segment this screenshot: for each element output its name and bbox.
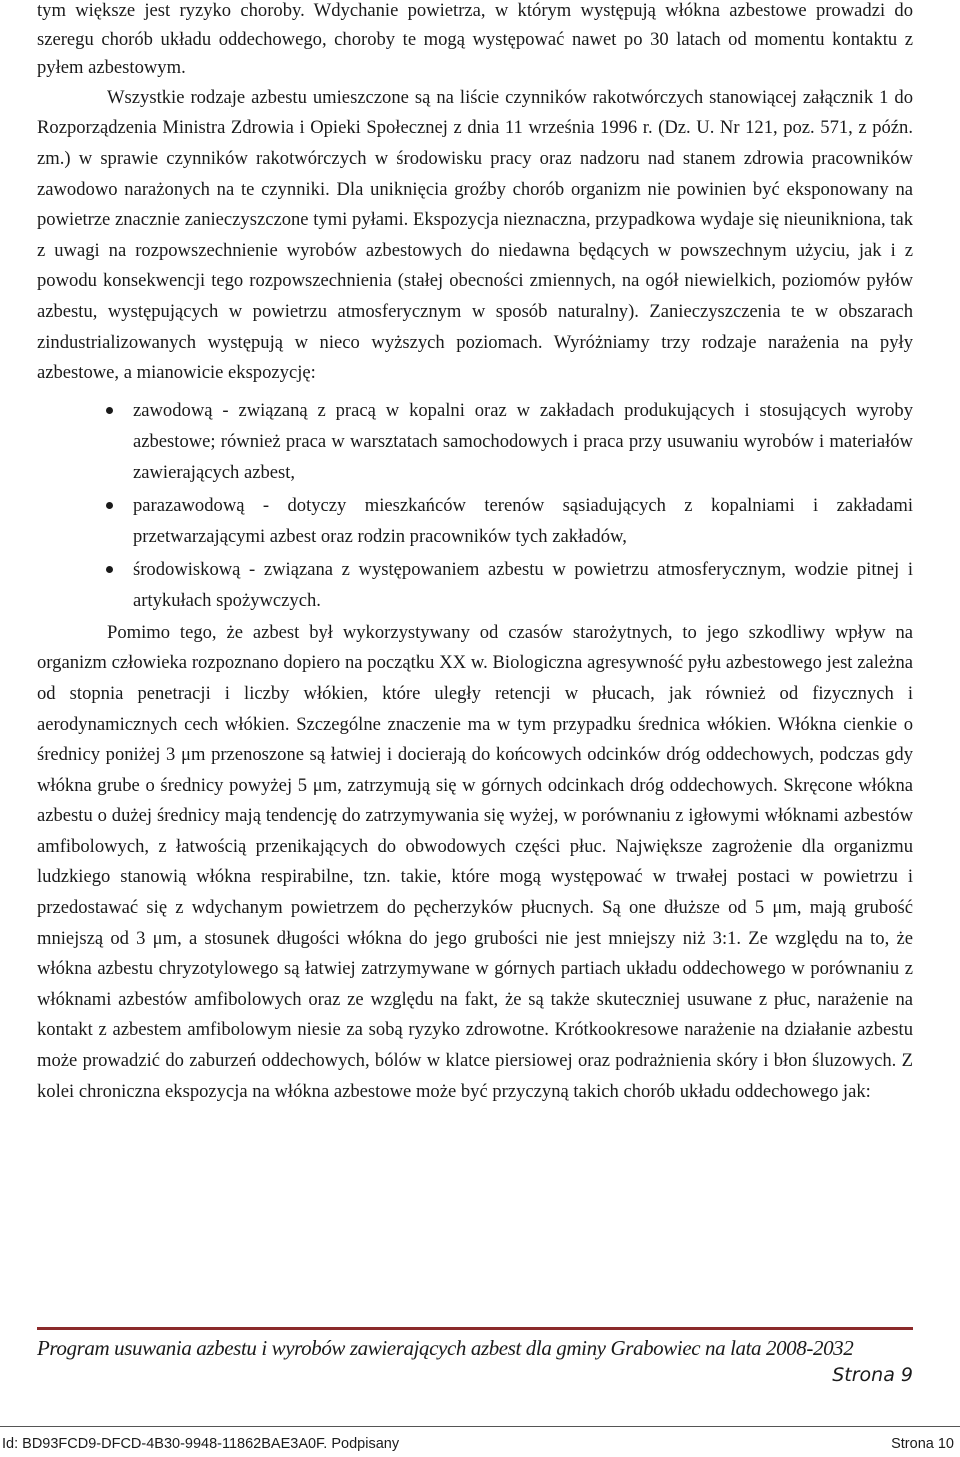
paragraph-intro: tym większe jest ryzyko choroby. Wdychanie powietrza, w którym występują włókna azbestowe prowadzi do szeregu chorób układu oddechowego, choroby te mogą występować nawet po 30 latach od momentu kontaktu z pyłem azbestowym. <box>37 0 913 79</box>
document-page <box>37 0 913 1107</box>
bullet-icon <box>106 566 113 573</box>
list-item-environmental <box>37 554 913 616</box>
bullet-icon <box>106 502 113 509</box>
paragraph-carcinogen-list: Wszystkie rodzaje azbestu umieszczone są na liście czynników rakotwórczych stanowiącej załącznik 1 do Rozporządzenia Ministra Zdrowia i Opieki Społecznej z dnia 11 września 1996 r. (Dz. U. Nr 121, poz. 571, z późn. zm.) w sprawie czynników rakotwórczych w środowisku pracy oraz nadzoru nad stanem zdrowia pracowników zawodowo narażonych na te czynniki. Dla uniknięcia groźby chorób organizm nie powinien być eksponowany na powietrze znacznie zanieczyszczone tymi pyłami. Ekspozycja nieznaczna, przypadkowa wydaje się nieunikniona, tak z uwagi na rozpowszechnienie wyrobów azbestowych do niedawna będących w powszechnym użyciu, jak i z powodu konsekwencji tego rozpowszechnienia (stałej obecności zmiennych, na ogół niewielkich, poziomów pyłów azbestu, występujących w powietrzu atmosferycznym w sposób naturalny). Zanieczyszczenia te w obszarach zindustrializowanych występują w nieco wyższych poziomach. Wyróżniamy trzy rodzaje narażenia na pyły azbestowe, a mianowicie ekspozycję: <box>37 86 913 384</box>
list-item-paraoccupational <box>37 490 913 552</box>
signature-page-number: Strona 10 <box>891 1436 954 1452</box>
list-item-text: zawodową - związaną z pracą w kopalni oraz w zakładach produkujących i stosujących wyroby azbestowe; również praca w warsztatach samochodowych i praca przy usuwaniu wyrobów i materiałów zawierających azbest, <box>133 399 913 483</box>
signature-divider <box>0 1426 960 1427</box>
footer-program-title: Program usuwania azbestu i wyrobów zawierających azbest dla gminy Grabowiec na lata 2008-2032 <box>37 1336 854 1360</box>
footer-page-number: Strona 9 <box>832 1364 913 1386</box>
signature-id: Id: BD93FCD9-DFCD-4B30-9948-11862BAE3A0F. Podpisany <box>2 1436 400 1452</box>
footer-divider <box>37 1327 913 1330</box>
list-item-text: parazawodową - dotyczy mieszkańców terenów sąsiadujących z kopalniami i zakładami przetwarzającymi azbest oraz rodzin pracowników tych zakładów, <box>133 494 913 547</box>
exposure-types-list <box>37 395 913 616</box>
list-item-text: środowiskową - związana z występowaniem azbestu w powietrzu atmosferycznym, wodzie pitnej i artykułach spożywczych. <box>133 558 913 611</box>
paragraph-health-effects: Pomimo tego, że azbest był wykorzystywany od czasów starożytnych, to jego szkodliwy wpływ na organizm człowieka rozpoznano dopiero na początku XX w. Biologiczna agresywność pyłu azbestowego jest zależna od stopnia penetracji i liczby włókien, które uległy retencji w płucach, jak również od fizycznych i aerodynamicznych cech włókien. Szczególne znaczenie ma w tym przypadku średnica włókien. Włókna cienkie o średnicy poniżej 3 μm przenoszone są łatwiej i docierają do końcowych odcinków dróg oddechowych, podczas gdy włókna grube o średnicy powyżej 5 μm, zatrzymują się w górnych odcinkach dróg oddechowych. Skręcone włókna azbestu o dużej średnicy mają tendencję do zatrzymywania się wyżej, w porównaniu z igłowymi włóknami azbestów amfibolowych, z łatwością przenikających do obwodowych części płuc. Największe zagrożenie dla organizmu ludzkiego stanowią włókna respirabilne, tzn. takie, które mogą występować w trwałej postaci w powietrzu i przedostawać się z wdychanym powietrzem do pęcherzyków płucnych. Są one dłuższe od 5 μm, mają grubość mniejszą od 3 μm, a stosunek długości włókna do jego grubości nie jest mniejszy niż 3:1. Ze względu na to, że włókna azbestu chryzotylowego są łatwiej zatrzymywane w górnych partiach układu oddechowego w porównaniu z włóknami azbestów amfibolowych oraz ze względu na fakt, że są także skuteczniej usuwane z płuc, narażenie na kontakt z azbestem amfibolowym niesie za sobą ryzyko zdrowotne. Krótkookresowe narażenie na działanie azbestu może prowadzić do zaburzeń oddechowych, bólów w klatce piersiowej oraz podrażnienia skóry i błon śluzowych. Z kolei chroniczna ekspozycja na włókna azbestowe może być przyczyną takich chorób układu oddechowego jak: <box>37 621 913 1102</box>
bullet-icon <box>106 407 113 414</box>
list-item-occupational <box>37 395 913 488</box>
